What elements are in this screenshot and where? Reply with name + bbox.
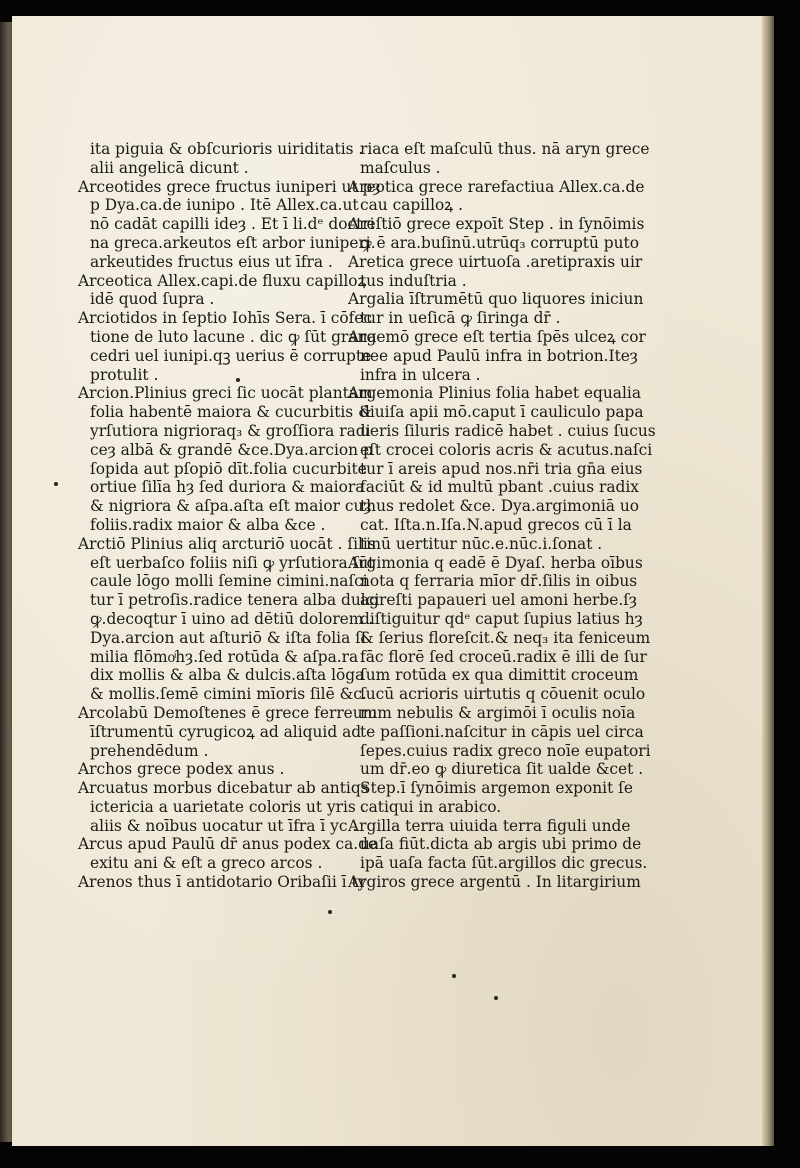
text-line: ſopida aut pſopiō dīt.folia cucurbite bbox=[90, 459, 367, 478]
entry-headword-line: Archos grece podex anus . bbox=[78, 760, 285, 779]
entry-headword-line: Arcuatus morbus dicebatur ab antiqs bbox=[78, 779, 369, 798]
text-line: tinū uertitur nūc.e.nūc.i.ſonat . bbox=[360, 534, 603, 553]
text-line: protulit . bbox=[90, 365, 159, 384]
text-line: eſt crocei coloris acris & acutus.naſci bbox=[360, 440, 653, 459]
entry-headword-line: Argilla terra uiuida terra figuli unde bbox=[348, 816, 631, 835]
entry-headword-line: Arctiō Plinius aliq arcturiō uocāt . ſilis bbox=[78, 534, 376, 553]
text-line: exitu ani & eſt a greco arcos . bbox=[90, 854, 323, 873]
entry-headword-line: Argiros grece argentū . In litargirium bbox=[348, 873, 641, 892]
text-line: yrſutiora nigrioraq₃ & groſſiora radi bbox=[90, 421, 371, 440]
text-line: caule lōgo molli ſemine cimini.naſci bbox=[90, 572, 368, 591]
ink-speck bbox=[54, 482, 58, 486]
text-line: ſum rotūda ex qua dimittit croceum bbox=[360, 666, 639, 685]
text-line: cau capilloꝝ . bbox=[360, 196, 463, 215]
text-line: aliis & noībus uocatur ut īfra ī yc . bbox=[90, 816, 358, 835]
entry-headword-line: Arceotides grece fructus iuniperi ut pȝ bbox=[78, 177, 381, 196]
text-line: nee apud Paulū infra in botrion.Iteȝ bbox=[360, 346, 638, 365]
text-line: ipā uaſa facta ſūt.argillos dic grecus. bbox=[360, 854, 648, 873]
text-line: diſtiguitur qdᵉ caput ſupius latius hȝ bbox=[360, 609, 643, 628]
text-line: cedri uel iunipi.qꝫ uerius ē corrupte bbox=[90, 346, 372, 365]
text-line: p Dya.ca.de iunipo . Itē Allex.ca.ut bbox=[90, 196, 359, 215]
text-line: cat. Iſta.n.Iſa.N.apud grecos cū ī la bbox=[360, 515, 632, 534]
text-line: arkeutides fructus eius ut īfra . bbox=[90, 252, 333, 271]
text-line: ortiue ſilīa hȝ ſed duriora & maiora bbox=[90, 478, 365, 497]
entry-headword-line: Aretica grece uirtuoſa .aretipraxis uir bbox=[348, 252, 643, 271]
entry-headword-line: Argalia īſtrumētū quo liquores iniciun bbox=[348, 290, 644, 309]
text-line: rum nebulis & argimōi ī oculis noīa bbox=[360, 703, 636, 722]
ink-speck bbox=[328, 910, 332, 914]
text-line: Step.ī ſynōimis argemon exponit ſe bbox=[360, 779, 633, 798]
entry-headword-line: Arceotica Allex.capi.de fluxu capilloꝝ bbox=[78, 271, 367, 290]
ink-speck bbox=[494, 996, 498, 1000]
text-line: tur in ueſicā ꝙ ſiringa dr̄ . bbox=[360, 309, 561, 328]
text-line: ceȝ albā & grandē &ce.Dya.arcion p bbox=[90, 440, 373, 459]
entry-headword-line: Areſtiō grece expoīt Step . in ſynōimis bbox=[348, 215, 645, 234]
text-line: diuiſa apii mō.caput ī cauliculo papa bbox=[360, 403, 644, 422]
text-line: ueris ſiluris radicē habet . cuius ſucus bbox=[360, 421, 656, 440]
entry-headword-line: Arenos thus ī antidotario Oribaſii ī ty bbox=[78, 873, 367, 892]
text-line: prehendēdum . bbox=[90, 741, 209, 760]
text-line: & mollis.ſemē cimini mīoris ſilē &c. bbox=[90, 685, 367, 704]
ink-speck bbox=[236, 378, 240, 382]
text-line: & ſerius floreſcit.& neq₃ ita feniceum bbox=[360, 628, 651, 647]
text-line: dix mollis & alba & dulcis.aſta lōga bbox=[90, 666, 365, 685]
entry-headword-line: Argimonia q eadē ē Dyaſ. herba oībus bbox=[348, 553, 643, 572]
text-line: eſt uerbaſco foliis niſi ꝙ yrſutiora ſūt bbox=[90, 553, 375, 572]
entry-headword-line: Areotica grece rarefactiua Allex.ca.de bbox=[348, 177, 645, 196]
book-right-edge bbox=[762, 16, 774, 1146]
text-line: te paſſioni.naſcitur in cāpis uel circa bbox=[360, 722, 644, 741]
text-line: thus redolet &ce. Dya.argimoniā uo bbox=[360, 497, 640, 516]
text-line: milia flōmoͥhȝ.ſed rotūda & aſpa.ra bbox=[90, 647, 359, 666]
right-text-column bbox=[348, 140, 656, 892]
entry-headword-line: Arcolabū Demoſtenes ē grece ferreum bbox=[78, 703, 378, 722]
text-line: ꝙ ē ara.buſinū.utrūq₃ corruptū puto bbox=[360, 233, 640, 252]
text-line: uaſa fiūt.dicta ab argis ubi primo de bbox=[360, 835, 642, 854]
text-line: na greca.arkeutos eſt arbor iuniperi. bbox=[90, 233, 376, 252]
text-line: ictericia a uarietate coloris ut yris . bbox=[90, 797, 366, 816]
text-line: faciūt & id multū pbant .cuius radix bbox=[360, 478, 639, 497]
text-line: tur ī areis apud nos.nr̄i tria gn̄a eius bbox=[360, 459, 643, 478]
left-text-column bbox=[78, 140, 381, 892]
text-line: ſepes.cuius radix greco noīe eupatori bbox=[360, 741, 651, 760]
text-line: maſculus . bbox=[360, 158, 441, 177]
text-line: ꝙ.decoqtur ī uino ad dētiū dolorem . bbox=[90, 609, 374, 628]
entry-headword-line: Arcion.Plinius greci ſic uocāt plantam bbox=[78, 384, 373, 403]
text-line: foliis.radix maior & alba &ce . bbox=[90, 515, 326, 534]
ink-speck bbox=[452, 974, 456, 978]
text-line: tus induſtria . bbox=[360, 271, 467, 290]
text-line: ſucū acrioris uirtutis q cōuenit oculo bbox=[360, 685, 646, 704]
entry-headword-line: Arciotidos in ſeptio Iohīs Sera. ī cōfec bbox=[78, 309, 373, 328]
text-line: & nigriora & aſpa.aſta eſt maior cuȝ bbox=[90, 497, 372, 516]
text-line: ita piguia & obſcurioris uiriditatis . bbox=[90, 140, 364, 158]
entry-headword-line: Arcus apud Paulū dr̄ anus podex ca.de bbox=[78, 835, 378, 854]
text-line: alii angelicā dicunt . bbox=[90, 158, 249, 177]
text-line: idē quod ſupra . bbox=[90, 290, 215, 309]
text-line: fāc florē ſed croceū.radix ē illi de ſur bbox=[360, 647, 647, 666]
text-line: nota q ferraria mīor dr̄.ſilis in oibus bbox=[360, 572, 638, 591]
text-line: um dr̄.eo ꝙ diuretica ſit ualde &cet . bbox=[360, 760, 644, 779]
entry-headword-line: Argemonia Plinius folia habet equalia bbox=[348, 384, 642, 403]
text-line: infra in ulcera . bbox=[360, 365, 481, 384]
text-line: catiqui in arabico. bbox=[360, 797, 502, 816]
entry-headword-line: Argemō grece eſt tertia ſpēs ulceꝝ cor bbox=[348, 327, 646, 346]
text-line: nō cadāt capilli ideȝ . Et ī li.dᵉ doctri bbox=[90, 215, 375, 234]
text-line: tione de luto lacune . dic ꝙ ſūt grana bbox=[90, 327, 377, 346]
text-line: tur ī petroſis.radice tenera alba dulci bbox=[90, 591, 380, 610]
text-line: agreſti papaueri uel amoni herbe.ſȝ bbox=[360, 591, 637, 610]
text-line: Dya.arcion aut aſturiō & iſta folia ſi bbox=[90, 628, 366, 647]
text-line: folia habentē maiora & cucurbitis & bbox=[90, 403, 372, 422]
text-line: īſtrumentū cyrugicoꝝ ad aliquid ad bbox=[90, 722, 362, 741]
text-line: riaca eſt maſculū thus. nā aryn grece bbox=[360, 140, 650, 158]
